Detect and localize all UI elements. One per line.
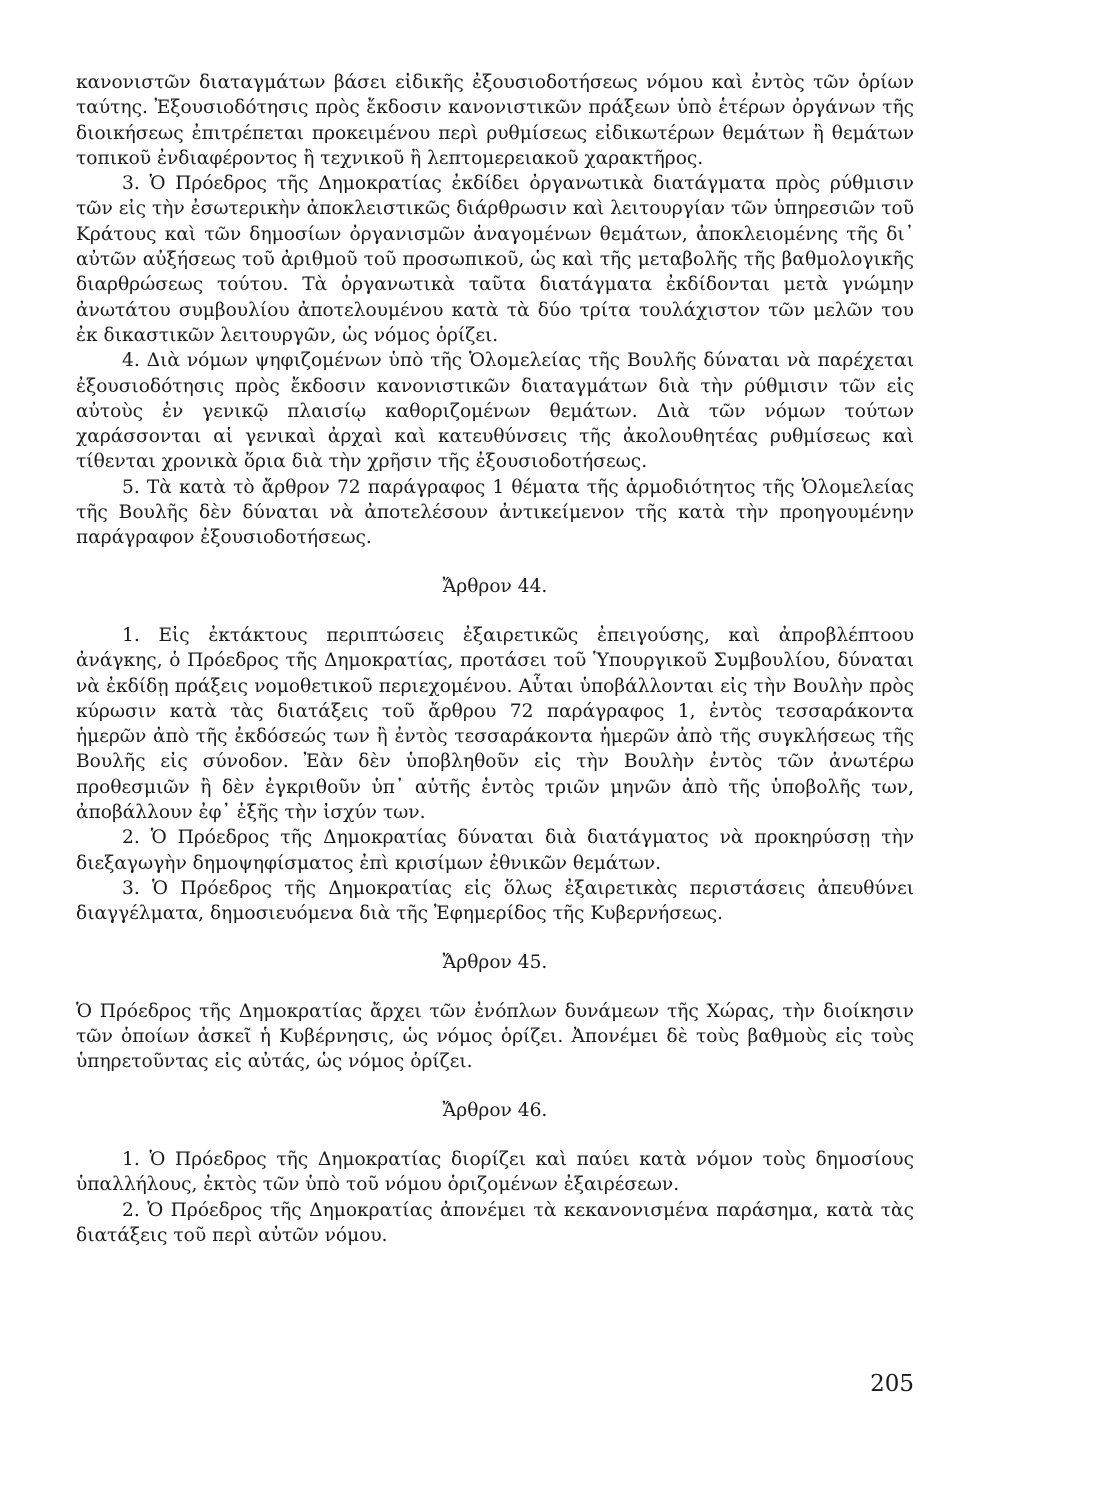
document-page bbox=[76, 70, 914, 1248]
page-number: 205 bbox=[870, 1371, 914, 1397]
article-44-heading: Ἄρθρον 44. bbox=[442, 575, 548, 597]
article-45-heading: Ἄρθρον 45. bbox=[442, 951, 548, 973]
paragraph-article45: Ὁ Πρόεδρος τῆς Δημοκρατίας ἄρχει τῶν ἐνόπλων δυνάμεων τῆς Χώρας, τὴν διοίκησιν τῶν ὁποίων ἀσκεῖ ἡ Κυβέρνησις, ὡς νόμος ὁρίζει. Ἀπονέμει δὲ τοὺς βαθμοὺς εἰς τοὺς ὑπηρετοῦντας εἰς αὐτάς, ὡς νόμος ὁρίζει. bbox=[76, 1000, 914, 1073]
paragraph-continuation: κανονιστῶν διαταγμάτων βάσει εἰδικῆς ἐξουσιοδοτήσεως νόμου καὶ ἐντὸς τῶν ὁρίων ταύτης. Ἐξουσιοδότησις πρὸς ἔκδοσιν κανονιστικῶν πράξεων ὑπὸ ἑτέρων ὀργάνων τῆς διοικήσεως ἐπιτρέπεται προκειμένου περὶ ρυθμίσεως εἰδικωτέρων θεμάτων ἢ θεμάτων τοπικοῦ ἐνδιαφέροντος ἢ τεχνικοῦ ἢ λεπτομερειακοῦ χαρακτῆρος. bbox=[76, 72, 914, 169]
paragraph-article43-clause4: 4. Διὰ νόμων ψηφιζομένων ὑπὸ τῆς Ὁλομελείας τῆς Βουλῆς δύναται νὰ παρέχεται ἐξουσιοδότησις πρὸς ἔκδοσιν κανονιστικῶν διαταγμάτων διὰ τὴν ρύθμισιν τῶν εἰς αὐτοὺς ἐν γενικῷ πλαισίῳ καθοριζομένων θεμάτων. Διὰ τῶν νόμων τούτων χαράσσονται αἱ γενικαὶ ἀρχαὶ καὶ κατευθύνσεις τῆς ἀκολουθητέας ρυθμίσεως καὶ τίθενται χρονικὰ ὅρια διὰ τὴν χρῆσιν τῆς ἐξουσιοδοτήσεως. bbox=[76, 350, 914, 473]
article-46-heading: Ἄρθρον 46. bbox=[442, 1099, 548, 1121]
paragraph-article43-clause3: 3. Ὁ Πρόεδρος τῆς Δημοκρατίας ἐκδίδει ὀργανωτικὰ διατάγματα πρὸς ρύθμισιν τῶν εἰς τὴν ἐσωτερικὴν ἀποκλειστικῶς διάρθρωσιν καὶ λειτουργίαν τῶν ὑπηρεσιῶν τοῦ Κράτους καὶ τῶν δημοσίων ὀργανισμῶν ἀναγομένων θεμάτων, ἀποκλειομένης τῆς δι᾿ αὐτῶν αὐξήσεως τοῦ ἀριθμοῦ τοῦ προσωπικοῦ, ὡς καὶ τῆς μεταβολῆς τῆς βαθμολογικῆς διαρθρώσεως τούτου. Τὰ ὀργανωτικὰ ταῦτα διατάγματα ἐκδίδονται μετὰ γνώμην ἀνωτάτου συμβουλίου ἀποτελουμένου κατὰ τὰ δύο τρίτα τουλάχιστον τῶν μελῶν του ἐκ δικαστικῶν λειτουργῶν, ὡς νόμος ὁρίζει. bbox=[76, 173, 914, 346]
paragraph-article46-clause2: 2. Ὁ Πρόεδρος τῆς Δημοκρατίας ἀπονέμει τὰ κεκανονισμένα παράσημα, κατὰ τὰς διατάξεις τοῦ περὶ αὐτῶν νόμου. bbox=[76, 1199, 914, 1246]
paragraph-article44-clause2: 2. Ὁ Πρόεδρος τῆς Δημοκρατίας δύναται διὰ διατάγματος νὰ προκηρύσσῃ τὴν διεξαγωγὴν δημοψηφίσματος ἐπὶ κρισίμων ἐθνικῶν θεμάτων. bbox=[76, 827, 914, 874]
paragraph-article43-clause5: 5. Τὰ κατὰ τὸ ἄρθρον 72 παράγραφος 1 θέματα τῆς ἁρμοδιότητος τῆς Ὁλομελείας τῆς Βουλῆς δὲν δύναται νὰ ἀποτελέσουν ἀντικείμενον τῆς κατὰ τὴν προηγουμένην παράγραφον ἐξουσιοδοτήσεως. bbox=[76, 476, 914, 549]
paragraph-article44-clause3: 3. Ὁ Πρόεδρος τῆς Δημοκρατίας εἰς ὅλως ἐξαιρετικὰς περιστάσεις ἀπευθύνει διαγγέλματα, δημοσιευόμενα διὰ τῆς Ἐφημερίδος τῆς Κυβερνήσεως. bbox=[76, 877, 914, 925]
paragraph-article46-clause1: 1. Ὁ Πρόεδρος τῆς Δημοκρατίας διορίζει καὶ παύει κατὰ νόμον τοὺς δημοσίους ὑπαλλήλους, ἐκτὸς τῶν ὑπὸ τοῦ νόμου ὁριζομένων ἐξαιρέσεων. bbox=[76, 1148, 914, 1196]
paragraph-article44-clause1: 1. Εἰς ἐκτάκτους περιπτώσεις ἐξαιρετικῶς ἐπειγούσης, καὶ ἀπροβλέπτοου ἀνάγκης, ὁ Πρόεδρος τῆς Δημοκρατίας, προτάσει τοῦ Ὑπουργικοῦ Συμβουλίου, δύναται νὰ ἐκδίδῃ πράξεις νομοθετικοῦ περιεχομένου. Αὗται ὑποβάλλονται εἰς τὴν Βουλὴν πρὸς κύρωσιν κατὰ τὰς διατάξεις τοῦ ἄρθρου 72 παράγραφος 1, ἐντὸς τεσσαράκοντα ἡμερῶν ἀπὸ τῆς ἐκδόσεώς των ἢ ἐντὸς τεσσαράκοντα ἡμερῶν ἀπὸ τῆς συγκλήσεως τῆς Βουλῆς εἰς σύνοδον. Ἐὰν δὲν ὑποβληθοῦν εἰς τὴν Βουλὴν ἐντὸς τῶν ἀνωτέρω προθεσμιῶν ἢ δὲν ἐγκριθοῦν ὑπ᾿ αὐτῆς ἐντὸς τριῶν μηνῶν ἀπὸ τῆς ὑποβολῆς των, ἀποβάλλουν ἐφ᾿ ἑξῆς τὴν ἰσχύν των. bbox=[76, 624, 914, 824]
